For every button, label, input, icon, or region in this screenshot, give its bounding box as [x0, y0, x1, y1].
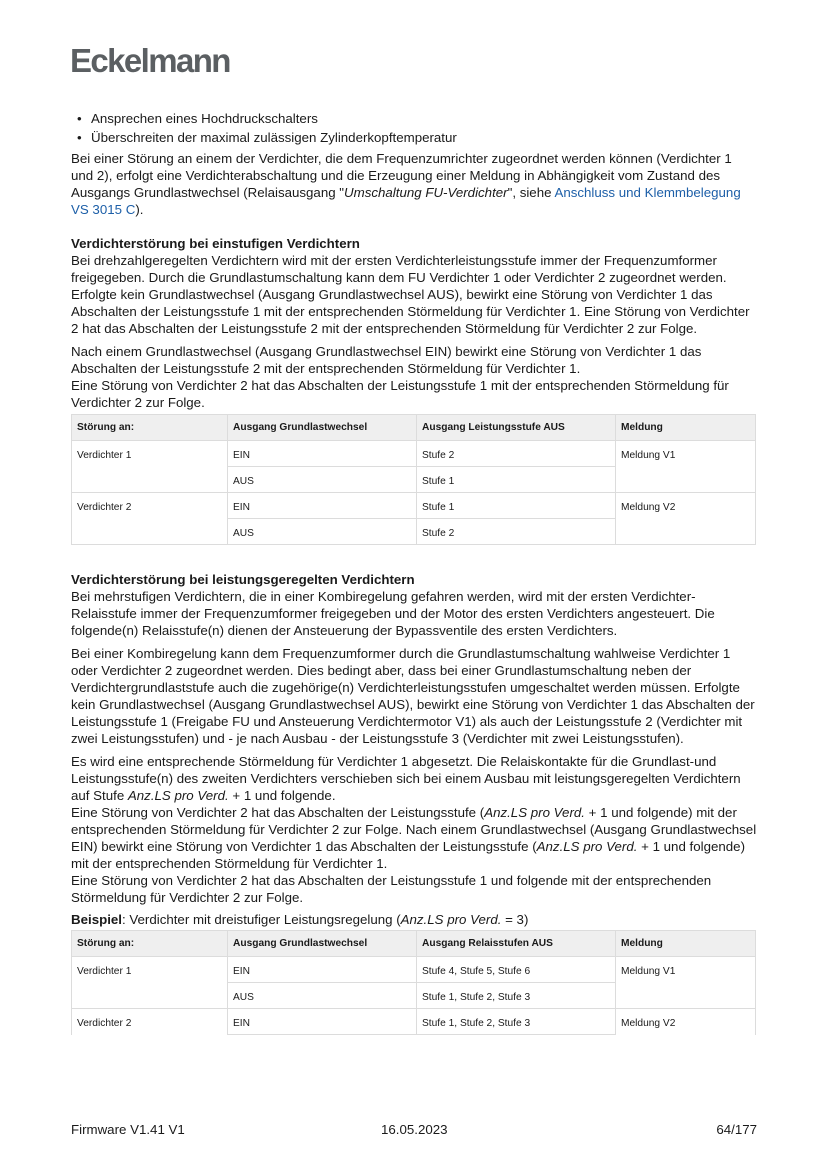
- parameter-name: Anz.LS pro Verd.: [484, 805, 585, 820]
- parameter-name: Anz.LS pro Verd.: [400, 912, 502, 927]
- stoerung-table-einstufig: [71, 414, 756, 545]
- section-heading-einstufig: Verdichterstörung bei einstufigen Verdichtern: [71, 236, 360, 251]
- section-heading-leistungsgeregelt: Verdichterstörung bei leistungsgeregelten Verdichtern: [71, 572, 415, 587]
- table-cell: Verdichter 2: [72, 1009, 228, 1035]
- table-cell: AUS: [228, 467, 417, 493]
- list-item-text: Überschreiten der maximal zulässigen Zylinderkopftemperatur: [91, 130, 457, 145]
- paragraph: Bei mehrstufigen Verdichtern, die in einer Kombiregelung gefahren werden, wird mit der ersten Verdichter-Relaisstufe immer der Frequenzumformer freigegeben und der Motor des ersten Verdichters angesteuert. Die folgende(n) Relaisstufe(n) dienen der Ansteuerung der Bypassventile des ersten Verdichters.: [71, 589, 715, 638]
- paragraph-text: Es wird eine entsprechende Störmeldung für Verdichter 1 abgesetzt. Die Relaiskontakte für die Grundlast-und Leistungsstufe(n) des zweiten Verdichters verschieben sich bei einem Ausbau mit leistungsgeregelten Verdichtern auf Stufe: [71, 754, 741, 803]
- page-content: [71, 110, 757, 1035]
- table-header-row: [72, 415, 756, 441]
- column-header: Störung an:: [72, 931, 228, 957]
- table-cell: Stufe 1, Stufe 2, Stufe 3: [417, 1009, 616, 1035]
- column-header: Störung an:: [72, 415, 228, 441]
- table-cell: Verdichter 1: [72, 957, 228, 1009]
- table-cell: Meldung V1: [616, 441, 756, 493]
- table-row: [72, 1009, 756, 1035]
- intro-text: Bei einer Störung an einem der Verdichter, die dem Frequenzumrichter zugeordnet werden können (Verdichter 1 und 2), erfolgt eine Verdichterabschaltung und die Erzeugung einer Meldung in Abhängigkeit vom Zustand des Ausgangs Grundlastwechsel (Relaisausgang ": [71, 151, 732, 200]
- intro-text: ", siehe: [507, 185, 555, 200]
- table-cell: EIN: [228, 1009, 417, 1035]
- list-item: [71, 129, 757, 146]
- paragraph: Bei drehzahlgeregelten Verdichtern wird mit der ersten Verdichterleistungsstufe immer der Frequenzumformer freigegeben. Durch die Grundlastumschaltung kann dem FU Verdichter 1 oder Verdichter 2 zugeordnet werden. Erfolgte kein Grundlastwechsel (Ausgang Grundlastwechsel AUS), bewirkt eine Störung von Verdichter 1 das Abschalten der Leistungsstufe 1 mit der entsprechenden Störmeldung für Verdichter 1. Eine Störung von Verdichter 2 hat das Abschalten der Leistungsstufe 2 mit der entsprechenden Störmeldung für Verdichter 2 zur Folge.: [71, 253, 750, 336]
- table-cell: Verdichter 1: [72, 441, 228, 493]
- example-text: : Verdichter mit dreistufiger Leistungsregelung (: [122, 912, 401, 927]
- eckelmann-logo: Eckelmann: [70, 42, 230, 79]
- table-row: [72, 493, 756, 519]
- paragraph: [71, 343, 757, 411]
- column-header: Ausgang Grundlastwechsel: [228, 415, 417, 441]
- column-header: Ausgang Grundlastwechsel: [228, 931, 417, 957]
- paragraph-text: Eine Störung von Verdichter 2 hat das Abschalten der Leistungsstufe 1 und folgende mit der entsprechenden Störmeldung für Verdichter 2 zur Folge.: [71, 873, 712, 905]
- table-cell: Verdichter 2: [72, 493, 228, 545]
- table-cell: Stufe 1: [417, 467, 616, 493]
- paragraph-text: Eine Störung von Verdichter 2 hat das Abschalten der Leistungsstufe 1 mit der entsprechenden Störmeldung für Verdichter 2 zur Folge.: [71, 378, 729, 410]
- bullet-list: [71, 110, 757, 146]
- table-cell: Meldung V1: [616, 957, 756, 1009]
- example-line: [71, 911, 757, 928]
- table-cell: EIN: [228, 441, 417, 467]
- paragraph-text: Nach einem Grundlastwechsel (Ausgang Grundlastwechsel EIN) bewirkt eine Störung von Verdichter 1 das Abschalten der Leistungsstufe 2 mit der entsprechenden Störmeldung für Verdichter 1.: [71, 344, 702, 376]
- table-cell: Meldung V2: [616, 1009, 756, 1035]
- list-item-text: Ansprechen eines Hochdruckschalters: [91, 111, 318, 126]
- document-date: 16.05.2023: [381, 1122, 448, 1137]
- table-header-row: [72, 931, 756, 957]
- paragraph-text: + 1 und folgende) mit der entsprechenden Störmeldung für Verdichter 1.: [71, 839, 745, 871]
- firmware-version: Firmware V1.41 V1: [71, 1122, 185, 1137]
- parameter-name: Anz.LS pro Verd.: [536, 839, 638, 854]
- table-row: [72, 441, 756, 467]
- table-row: [72, 957, 756, 983]
- table-cell: EIN: [228, 957, 417, 983]
- paragraph: [71, 753, 757, 906]
- bullet-icon: •: [77, 111, 82, 126]
- table-cell: Stufe 1: [417, 493, 616, 519]
- page-number: 64/177: [716, 1122, 757, 1137]
- table-cell: Meldung V2: [616, 493, 756, 545]
- table-cell: Stufe 4, Stufe 5, Stufe 6: [417, 957, 616, 983]
- example-label: Beispiel: [71, 912, 122, 927]
- paragraph: Bei einer Kombiregelung kann dem Frequenzumformer durch die Grundlastumschaltung wahlweise Verdichter 1 oder Verdichter 2 zugeordnet werden. Dies bedingt aber, dass bei einer Grundlastumschaltung neben der Verdichtergrundlaststufe auch die zugehörige(n) Verdichterleistungsstufen umgeschaltet werden müssen. Erfolgte kein Grundlastwechsel (Ausgang Grundlastwechsel AUS), bewirkt eine Störung von Verdichter 1 das Abschalten der Leistungsstufe 1 (Freigabe FU und Ansteuerung Verdichtermotor V1) als auch der Leistungsstufe 2 (Verdichter mit zwei Leistungsstufen) und - je nach Ausbau - der Leistungsstufe 3 (Verdichter mit zwei Leistungsstufen).: [71, 646, 755, 746]
- table-cell: Stufe 1, Stufe 2, Stufe 3: [417, 983, 616, 1009]
- intro-paragraph: [71, 150, 757, 218]
- column-header: Ausgang Relaisstufen AUS: [417, 931, 616, 957]
- table-cell: AUS: [228, 983, 417, 1009]
- example-text: = 3): [501, 912, 529, 927]
- table-cell: Stufe 2: [417, 441, 616, 467]
- stoerung-table-leistungsgeregelt: [71, 930, 756, 1035]
- list-item: [71, 110, 757, 127]
- intro-text: ).: [135, 202, 144, 217]
- intro-italic: Umschaltung FU-Verdichter: [344, 185, 508, 200]
- paragraph-text: + 1 und folgende.: [228, 788, 336, 803]
- paragraph-text: Eine Störung von Verdichter 2 hat das Abschalten der Leistungsstufe (: [71, 805, 485, 820]
- table-cell: Stufe 2: [417, 519, 616, 545]
- bullet-icon: •: [77, 130, 82, 145]
- table-cell: AUS: [228, 519, 417, 545]
- table-cell: EIN: [228, 493, 417, 519]
- paragraph-text: + 1 und folgende) mit der entsprechenden Störmeldung für Verdichter 2 zur Folge. Nach einem Grundlastwechsel (Ausgang Grundlastwechsel EIN) bewirkt eine Störung von Verdichter 1 das Abschalten der Leistungsstufe (: [71, 805, 757, 854]
- anschluss-link[interactable]: Anschluss und Klemmbelegung VS 3015 C: [71, 185, 741, 217]
- column-header: Meldung: [616, 931, 756, 957]
- parameter-name: Anz.LS pro Verd.: [127, 788, 229, 803]
- column-header: Ausgang Leistungsstufe AUS: [417, 415, 616, 441]
- column-header: Meldung: [616, 415, 756, 441]
